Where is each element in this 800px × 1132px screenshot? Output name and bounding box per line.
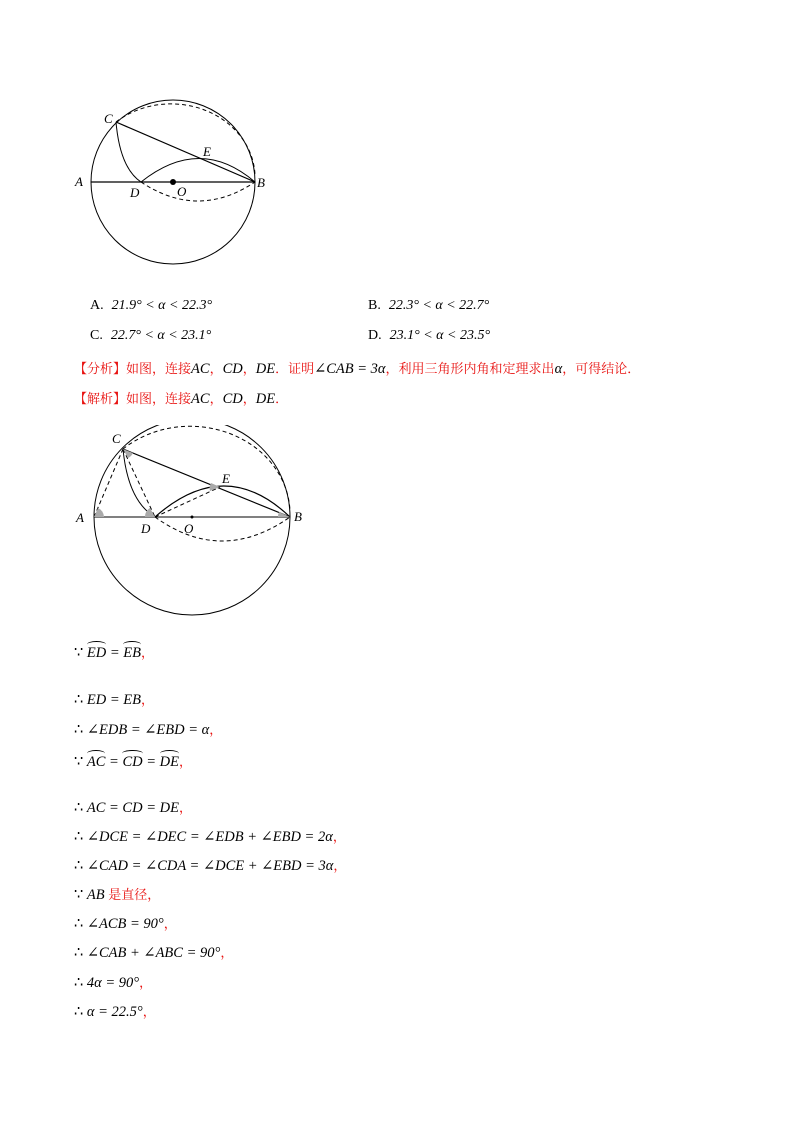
step-7-expr: ∠CAD = ∠CDA = ∠DCE + ∠EBD = 3α	[86, 858, 334, 874]
option-b	[368, 298, 489, 314]
step-11-tail: ，	[139, 976, 153, 991]
step-3-expr: ∠EDB = ∠EBD = α	[86, 722, 210, 738]
step-12-tail: ，	[142, 1005, 156, 1020]
arc-d-e-b	[141, 159, 255, 183]
analysis-sep-1: ，	[209, 362, 223, 377]
angle-mark-c	[123, 449, 133, 458]
label-e-2: E	[222, 471, 230, 486]
analysis-tag: 【分析】	[74, 362, 127, 377]
option-d	[368, 328, 490, 344]
solution-math-1: AC	[191, 391, 210, 407]
step-4-mid-2: =	[142, 754, 160, 770]
arc-d-e-b-2	[155, 486, 290, 517]
step-1-tail: ，	[140, 646, 154, 661]
analysis-text-1: 如图，连接	[126, 362, 192, 377]
label-d-2: D	[141, 521, 151, 536]
figure-2	[70, 425, 315, 630]
analysis-math-1: AC	[191, 361, 210, 377]
step-9-sym: ∴	[74, 916, 84, 932]
step-8	[74, 884, 160, 904]
solution-tag: 【解析】	[74, 392, 127, 407]
step-10-expr: ∠CAB + ∠ABC = 90°	[86, 945, 221, 961]
step-7-sym: ∴	[74, 858, 84, 874]
step-1	[74, 642, 154, 662]
segment-cb-2	[123, 449, 290, 517]
step-9-expr: ∠ACB = 90°	[86, 916, 164, 932]
label-c-2: C	[112, 431, 121, 446]
figure-1	[70, 90, 285, 275]
step-1-mid: =	[106, 645, 124, 661]
step-4-arc-b: CD	[122, 754, 143, 770]
step-4-mid: =	[105, 754, 123, 770]
step-3-tail: ，	[209, 723, 223, 738]
analysis-math-3: DE	[255, 361, 276, 377]
step-11-sym: ∴	[74, 975, 84, 991]
label-o-2: O	[184, 521, 194, 536]
analysis-math-4: ∠CAB = 3α	[314, 361, 386, 377]
step-5	[74, 797, 192, 817]
step-6	[74, 826, 346, 846]
solution-sep-2: ，	[242, 392, 256, 407]
step-7-tail: ，	[333, 859, 347, 874]
step-2-sym: ∴	[74, 692, 84, 708]
option-c-label: C.	[90, 328, 103, 343]
step-8-sym: ∵	[74, 887, 84, 903]
step-4-arc-c: DE	[159, 754, 179, 770]
step-12-sym: ∴	[74, 1004, 84, 1020]
label-a: A	[75, 174, 83, 189]
step-11-expr: 4α = 90°	[86, 975, 140, 991]
center-dot	[170, 179, 176, 185]
analysis-math-5: α	[554, 361, 563, 377]
step-7	[74, 855, 346, 875]
segment-de-2	[155, 487, 220, 517]
step-5-tail: ，	[178, 801, 192, 816]
option-b-label: B.	[368, 298, 381, 313]
step-11	[74, 972, 152, 992]
step-9-tail: ，	[163, 917, 177, 932]
step-4	[74, 751, 192, 771]
angle-mark-a	[94, 508, 104, 517]
step-6-tail: ，	[332, 830, 346, 845]
segment-ac-2	[94, 449, 123, 517]
label-d: D	[130, 185, 140, 200]
solution-sep-1: ，	[209, 392, 223, 407]
analysis-sep-2: ，	[242, 362, 256, 377]
step-4-tail: ，	[178, 755, 192, 770]
solution-math-2: CD	[222, 391, 243, 407]
step-12	[74, 1001, 156, 1021]
option-b-text: 22.3° < α < 22.7°	[388, 298, 490, 313]
dashed-circle-c	[116, 104, 255, 175]
option-d-text: 23.1° < α < 23.5°	[389, 328, 491, 343]
step-8-text: 是直径，	[108, 888, 161, 903]
step-4-sym: ∵	[74, 754, 84, 770]
solution-end: ．	[275, 392, 289, 407]
analysis-text-4: ，可得结论．	[562, 362, 641, 377]
step-1-arc-b: EB	[123, 645, 141, 661]
segment-cd-2	[123, 449, 155, 517]
step-5-sym: ∴	[74, 800, 84, 816]
dashed-arc-d-b-2	[155, 517, 290, 541]
step-10-sym: ∴	[74, 945, 84, 961]
label-a-2: A	[76, 510, 84, 525]
option-a	[90, 298, 212, 314]
option-a-text: 21.9° < α < 22.3°	[111, 298, 213, 313]
step-2-tail: ，	[140, 693, 154, 708]
option-c	[90, 328, 211, 344]
dashed-arc-d-b	[141, 182, 255, 201]
solution-line	[74, 388, 288, 408]
option-d-label: D.	[368, 328, 382, 343]
label-b-2: B	[294, 509, 302, 524]
step-6-expr: ∠DCE = ∠DEC = ∠EDB + ∠EBD = 2α	[86, 829, 333, 845]
analysis-text-3: ，利用三角形内角和定理求出	[385, 362, 555, 377]
step-3-sym: ∴	[74, 722, 84, 738]
step-5-expr: AC = CD = DE	[86, 800, 179, 816]
step-8-expr: AB	[86, 887, 105, 903]
step-1-sym: ∵	[74, 645, 84, 661]
solution-math-3: DE	[255, 391, 276, 407]
center-dot-2	[191, 516, 194, 519]
step-10-tail: ，	[220, 946, 234, 961]
step-12-expr: α = 22.5°	[86, 1004, 143, 1020]
step-1-arc-a: ED	[86, 645, 107, 661]
step-6-sym: ∴	[74, 829, 84, 845]
label-c: C	[104, 111, 113, 126]
label-b: B	[257, 175, 265, 190]
label-o: O	[177, 184, 187, 199]
step-2	[74, 689, 154, 709]
solution-text-1: 如图，连接	[126, 392, 192, 407]
option-c-text: 22.7° < α < 23.1°	[110, 328, 212, 343]
analysis-text-2: ．证明	[275, 362, 315, 377]
label-e: E	[203, 144, 211, 159]
step-10	[74, 942, 233, 962]
option-a-label: A.	[90, 298, 104, 313]
step-2-expr: ED = EB	[86, 692, 141, 708]
step-9	[74, 913, 177, 933]
step-4-arc-a: AC	[86, 754, 106, 770]
step-3	[74, 719, 222, 739]
analysis-math-2: CD	[222, 361, 243, 377]
analysis-line	[74, 358, 640, 378]
angle-mark-d	[145, 508, 155, 517]
segment-cb	[116, 122, 255, 182]
